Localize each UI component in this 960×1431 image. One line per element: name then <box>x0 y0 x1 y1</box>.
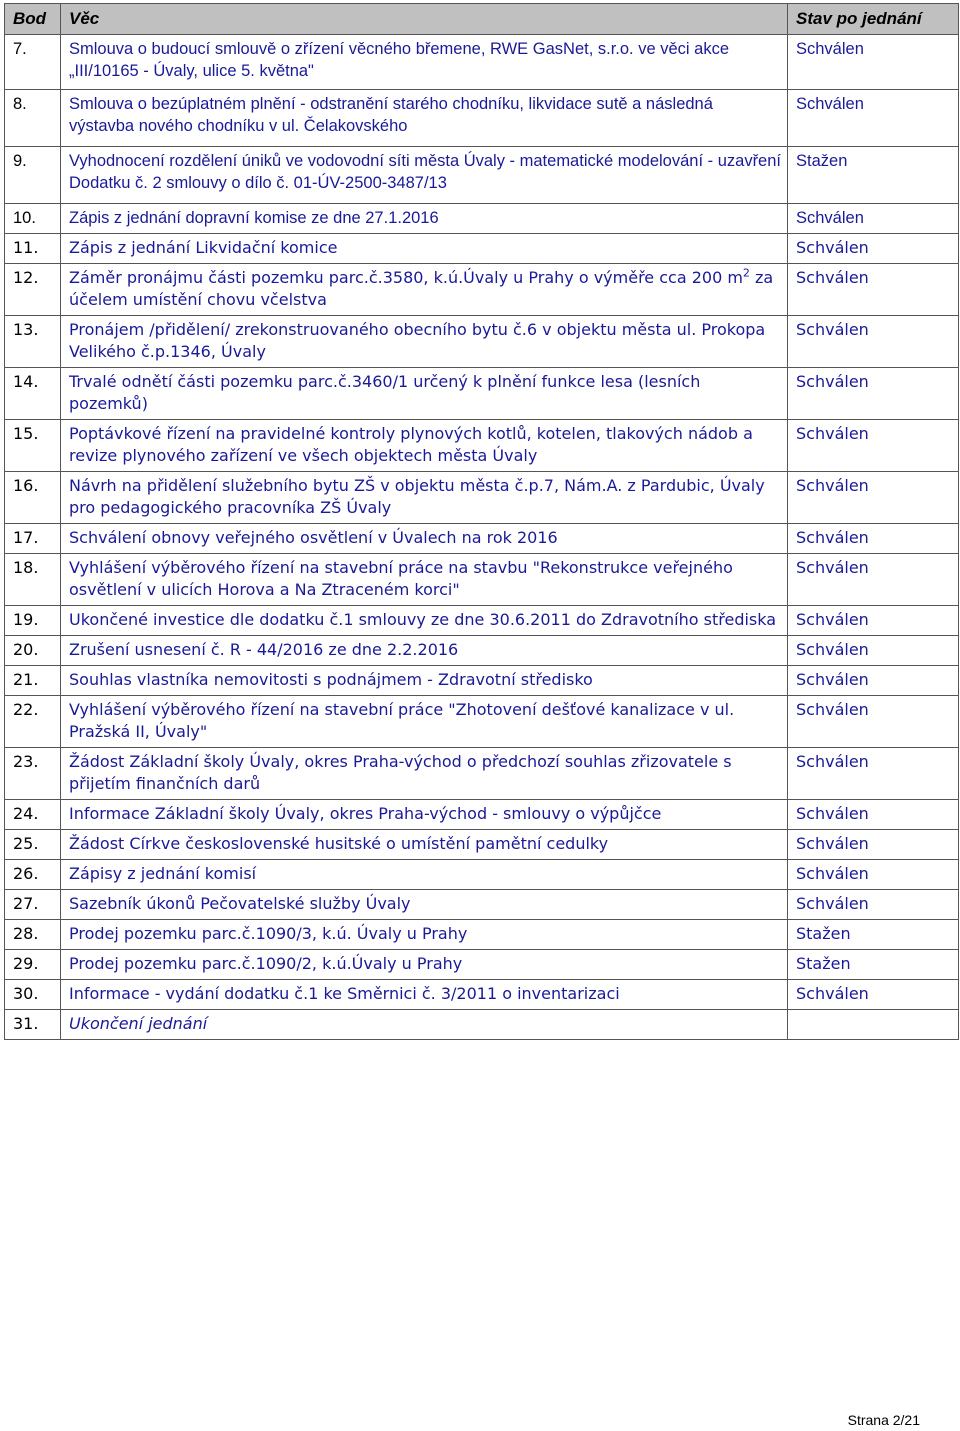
item-number: 13. <box>5 316 61 368</box>
header-status: Stav po jednání <box>788 4 959 35</box>
table-row <box>5 264 959 316</box>
item-title: Zápisy z jednání komisí <box>61 860 788 890</box>
table-row <box>5 920 959 950</box>
table-row <box>5 368 959 420</box>
item-title: Ukončení jednání <box>61 1010 788 1040</box>
item-title: Trvalé odnětí části pozemku parc.č.3460/1 určený k plnění funkce lesa (lesních pozemků) <box>61 368 788 420</box>
table-row <box>5 800 959 830</box>
item-title: Návrh na přidělení služebního bytu ZŠ v objektu města č.p.7, Nám.A. z Pardubic, Úvaly pro pedagogického pracovníka ZŠ Úvaly <box>61 472 788 524</box>
item-number: 9. <box>5 147 61 204</box>
header-no: Bod <box>5 4 61 35</box>
item-number: 25. <box>5 830 61 860</box>
table-row <box>5 554 959 606</box>
item-number: 26. <box>5 860 61 890</box>
item-title: Pronájem /přidělení/ zrekonstruovaného obecního bytu č.6 v objektu města ul. Prokopa Velikého č.p.1346, Úvaly <box>61 316 788 368</box>
item-status: Schválen <box>788 420 959 472</box>
item-status: Schválen <box>788 204 959 234</box>
item-status <box>788 1010 959 1040</box>
item-status: Schválen <box>788 368 959 420</box>
item-title: Prodej pozemku parc.č.1090/2, k.ú.Úvaly u Prahy <box>61 950 788 980</box>
item-number: 8. <box>5 90 61 147</box>
item-number: 28. <box>5 920 61 950</box>
item-number: 31. <box>5 1010 61 1040</box>
table-row <box>5 980 959 1010</box>
item-number: 20. <box>5 636 61 666</box>
item-status: Stažen <box>788 147 959 204</box>
item-status: Stažen <box>788 920 959 950</box>
page-number: Strana 2/21 <box>847 1412 920 1428</box>
item-title <box>61 264 788 316</box>
table-row <box>5 420 959 472</box>
item-number: 16. <box>5 472 61 524</box>
item-number: 22. <box>5 696 61 748</box>
item-title: Poptávkové řízení na pravidelné kontroly plynových kotlů, kotelen, tlakových nádob a revize plynového zařízení ve všech objektech města Úvaly <box>61 420 788 472</box>
item-status: Schválen <box>788 554 959 606</box>
table-row <box>5 950 959 980</box>
table-row <box>5 696 959 748</box>
item-title: Schválení obnovy veřejného osvětlení v Úvalech na rok 2016 <box>61 524 788 554</box>
item-number: 7. <box>5 35 61 90</box>
table-row <box>5 204 959 234</box>
table-row <box>5 90 959 147</box>
table-row <box>5 234 959 264</box>
table-row <box>5 35 959 90</box>
item-status: Schválen <box>788 748 959 800</box>
item-number: 14. <box>5 368 61 420</box>
item-status: Schválen <box>788 264 959 316</box>
item-number: 23. <box>5 748 61 800</box>
superscript: 2 <box>742 266 750 280</box>
item-status: Schválen <box>788 234 959 264</box>
item-title-text: Záměr pronájmu části pozemku parc.č.3580, k.ú.Úvaly u Prahy o výměře cca 200 m <box>69 268 743 287</box>
item-status: Schválen <box>788 666 959 696</box>
table-row <box>5 1010 959 1040</box>
item-title-text: za účelem umístění chovu včelstva <box>69 268 774 309</box>
table-row <box>5 606 959 636</box>
item-status: Schválen <box>788 316 959 368</box>
item-title: Zápis z jednání Likvidační komice <box>61 234 788 264</box>
table-header-row <box>5 4 959 35</box>
item-number: 29. <box>5 950 61 980</box>
table-row <box>5 890 959 920</box>
item-status: Schválen <box>788 35 959 90</box>
item-title: Sazebník úkonů Pečovatelské služby Úvaly <box>61 890 788 920</box>
item-number: 19. <box>5 606 61 636</box>
item-number: 17. <box>5 524 61 554</box>
header-item: Věc <box>61 4 788 35</box>
item-status: Schválen <box>788 606 959 636</box>
item-title: Souhlas vlastníka nemovitosti s podnájmem - Zdravotní středisko <box>61 666 788 696</box>
table-row <box>5 472 959 524</box>
item-status: Schválen <box>788 696 959 748</box>
item-number: 27. <box>5 890 61 920</box>
item-title: Prodej pozemku parc.č.1090/3, k.ú. Úvaly u Prahy <box>61 920 788 950</box>
item-title: Vyhlášení výběrového řízení na stavební práce "Zhotovení dešťové kanalizace v ul. Pražská II, Úvaly" <box>61 696 788 748</box>
item-status: Schválen <box>788 860 959 890</box>
table-row <box>5 666 959 696</box>
table-row <box>5 830 959 860</box>
item-status: Schválen <box>788 830 959 860</box>
item-title: Zápis z jednání dopravní komise ze dne 27.1.2016 <box>61 204 788 234</box>
item-number: 11. <box>5 234 61 264</box>
item-status: Schválen <box>788 636 959 666</box>
item-title: Zrušení usnesení č. R - 44/2016 ze dne 2.2.2016 <box>61 636 788 666</box>
item-title: Žádost Církve československé husitské o umístění pamětní cedulky <box>61 830 788 860</box>
item-title: Vyhodnocení rozdělení úniků ve vodovodní síti města Úvaly - matematické modelování - uzavření Dodatku č. 2 smlouvy o dílo č. 01-ÚV-2500-3487/13 <box>61 147 788 204</box>
item-title: Informace Základní školy Úvaly, okres Praha-východ - smlouvy o výpůjčce <box>61 800 788 830</box>
item-title: Ukončené investice dle dodatku č.1 smlouvy ze dne 30.6.2011 do Zdravotního střediska <box>61 606 788 636</box>
item-title: Smlouva o budoucí smlouvě o zřízení věcného břemene, RWE GasNet, s.r.o. ve věci akce „III/10165 - Úvaly, ulice 5. května" <box>61 35 788 90</box>
table-row <box>5 636 959 666</box>
table-row <box>5 316 959 368</box>
item-number: 18. <box>5 554 61 606</box>
item-number: 15. <box>5 420 61 472</box>
item-title: Žádost Základní školy Úvaly, okres Praha-východ o předchozí souhlas zřizovatele s přijetím finančních darů <box>61 748 788 800</box>
item-status: Schválen <box>788 980 959 1010</box>
item-status: Schválen <box>788 472 959 524</box>
table-row <box>5 748 959 800</box>
item-title: Informace - vydání dodatku č.1 ke Směrnici č. 3/2011 o inventarizaci <box>61 980 788 1010</box>
item-title: Smlouva o bezúplatném plnění - odstranění starého chodníku, likvidace sutě a následná výstavba nového chodníku v ul. Čelakovského <box>61 90 788 147</box>
item-number: 24. <box>5 800 61 830</box>
item-status: Schválen <box>788 90 959 147</box>
table-row <box>5 147 959 204</box>
item-status: Schválen <box>788 800 959 830</box>
item-number: 30. <box>5 980 61 1010</box>
item-title: Vyhlášení výběrového řízení na stavební práce na stavbu "Rekonstrukce veřejného osvětlení v ulicích Horova a Na Ztraceném korci" <box>61 554 788 606</box>
table-row <box>5 524 959 554</box>
table-row <box>5 860 959 890</box>
item-status: Stažen <box>788 950 959 980</box>
item-status: Schválen <box>788 890 959 920</box>
item-number: 10. <box>5 204 61 234</box>
item-number: 21. <box>5 666 61 696</box>
item-status: Schválen <box>788 524 959 554</box>
agenda-table <box>4 3 959 1040</box>
item-number: 12. <box>5 264 61 316</box>
